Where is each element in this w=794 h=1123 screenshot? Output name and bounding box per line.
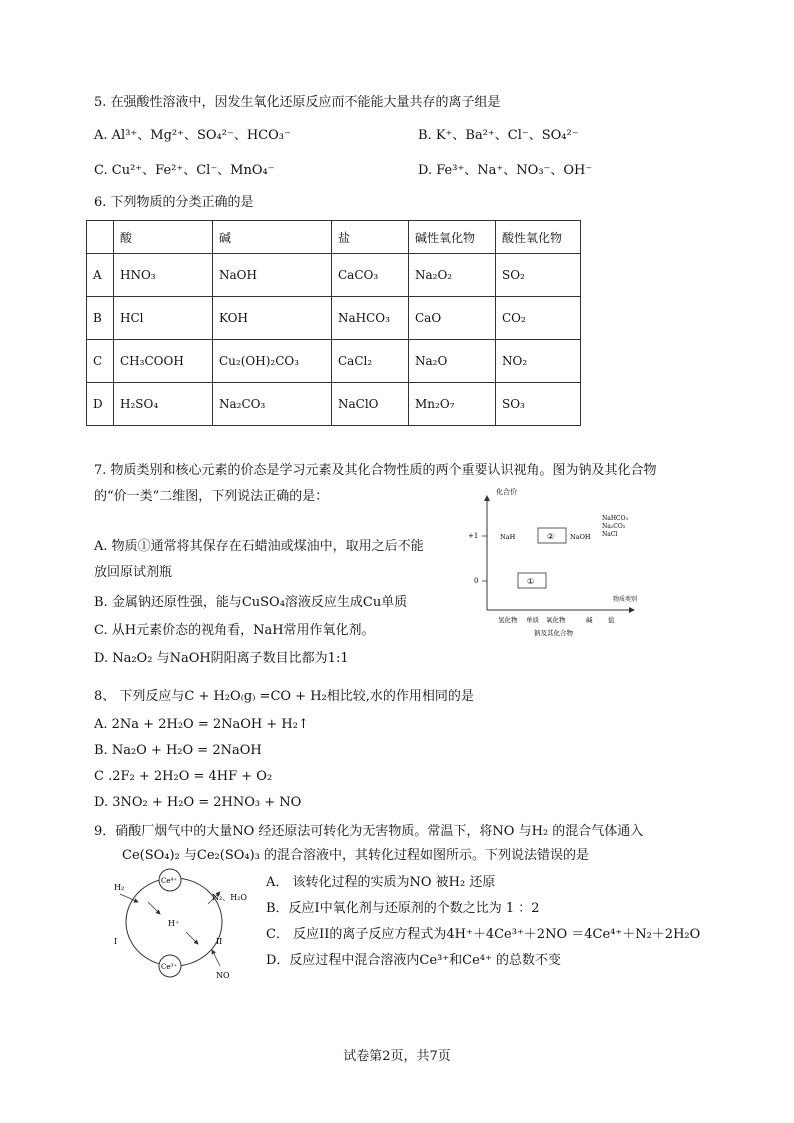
table-cell: CaCO₃	[332, 254, 409, 297]
table-cell: A	[87, 254, 114, 297]
table-cell: SO₂	[496, 254, 581, 297]
q9-option-d: D．反应过程中混合溶液内Ce³⁺和Ce⁴⁺ 的总数不变	[266, 953, 561, 968]
table-cell: NaClO	[332, 383, 409, 426]
q7-option-a-line1: A. 物质①通常将其保存在石蜡油或煤油中，取用之后不能	[94, 539, 424, 554]
q7-option-b: B. 金属钠还原性强，能与CuSO₄溶液反应生成Cu单质	[94, 595, 408, 610]
n2-h2o-label: N₂、H₂O	[212, 893, 247, 902]
chart-point-salt: Na₂CO₃	[602, 523, 626, 530]
y-tick-label: 0	[474, 577, 479, 585]
inner-arrow	[148, 902, 160, 914]
table-cell: CaCl₂	[332, 340, 409, 383]
q8-option-d: D. 3NO₂ + H₂O = 2HNO₃ + NO	[94, 795, 302, 810]
table-cell: NaOH	[213, 254, 332, 297]
cerium-cycle-diagram	[108, 866, 260, 982]
table-row	[87, 297, 581, 340]
page-footer: 试卷第2页，共7页	[343, 1049, 451, 1064]
q5-stem: 5. 在强酸性溶液中，因发生氧化还原反应而不能能大量共存的离子组是	[94, 95, 501, 110]
table-cell: Na₂CO₃	[213, 383, 332, 426]
table-header-cell: 碱	[213, 221, 332, 254]
hplus-label: H⁺	[168, 919, 180, 928]
q7-stem-line1: 7. 物质类别和核心元素的价态是学习元素及其化合物性质的两个重要认识视角。图为钠及其化合物	[94, 463, 657, 478]
x-tick-label: 氢化物	[498, 616, 518, 624]
table-row	[87, 383, 581, 426]
q9-option-b: B．反应I中氧化剂与还原剂的个数之比为 1 ：2	[266, 901, 540, 916]
x-tick-label: 氧化物	[546, 616, 566, 624]
table-header-cell: 碱性氧化物	[409, 221, 496, 254]
q9-option-c: C． 反应II的离子反应方程式为4H⁺＋4Ce³⁺＋2NO ＝4Ce⁴⁺＋N₂＋2H₂O	[266, 927, 701, 942]
h2-input-label: H₂	[114, 883, 125, 892]
table-header-cell: 酸性氧化物	[496, 221, 581, 254]
table-header-cell	[87, 221, 114, 254]
chart-caption: 钠及其化合物	[534, 629, 573, 637]
inner-arrow	[186, 932, 198, 944]
table-cell: Na₂O₂	[409, 254, 496, 297]
q8-option-b: B. Na₂O + H₂O = 2NaOH	[94, 743, 262, 758]
table-header-row	[87, 221, 581, 254]
no-arrow	[212, 950, 220, 966]
q7-option-a-line2: 放回原试剂瓶	[94, 565, 173, 580]
q8-option-c: C .2F₂ + 2H₂O = 4HF + O₂	[94, 769, 273, 784]
table-row	[87, 340, 581, 383]
reaction-1-label: I	[114, 937, 118, 946]
table-cell: CO₂	[496, 297, 581, 340]
chart-box-2-label: ②	[547, 532, 555, 541]
table-row	[87, 254, 581, 297]
x-axis-title: 物质类别	[612, 596, 637, 603]
q5-option-a: A. Al³⁺、Mg²⁺、SO₄²⁻、HCO₃⁻	[94, 128, 291, 143]
q7-option-d: D. Na₂O₂ 与NaOH阴阳离子数目比都为1:1	[94, 651, 349, 666]
q9-stem-line2: Ce(SO₄)₂ 与Ce₂(SO₄)₃ 的混合溶液中，其转化过程如图所示。下列说法错误的是	[122, 848, 590, 863]
q5-option-c: C. Cu²⁺、Fe²⁺、Cl⁻、MnO₄⁻	[94, 163, 275, 178]
q8-option-a: A. 2Na + 2H₂O = 2NaOH + H₂↑	[94, 717, 309, 732]
table-cell: C	[87, 340, 114, 383]
x-tick-label: 单质	[526, 616, 539, 624]
chart-point-salt: NaHCO₃	[602, 515, 628, 522]
chart-point-salt: NaCl	[602, 531, 618, 538]
table-cell: Na₂O	[409, 340, 496, 383]
classification-table	[86, 220, 581, 426]
table-cell: CH₃COOH	[114, 340, 213, 383]
ce3-label: Ce³⁺	[161, 963, 177, 971]
table-cell: H₂SO₄	[114, 383, 213, 426]
table-header-cell: 酸	[114, 221, 213, 254]
table-cell: Cu₂(OH)₂CO₃	[213, 340, 332, 383]
table-cell: Mn₂O₇	[409, 383, 496, 426]
table-cell: HNO₃	[114, 254, 213, 297]
q9-option-a: A． 该转化过程的实质为NO 被H₂ 还原	[266, 875, 496, 890]
q7-stem-line2: 的“价一类”二维图，下列说法正确的是：	[94, 489, 329, 504]
chart-box-1-label: ①	[527, 577, 535, 586]
chart-point-naoh: NaOH	[570, 533, 591, 541]
table-cell: SO₃	[496, 383, 581, 426]
table-cell: HCl	[114, 297, 213, 340]
q7-option-c: C. 从H元素价态的视角看，NaH常用作氧化剂。	[94, 623, 375, 638]
no-input-label: NO	[216, 971, 230, 980]
table-cell: NaHCO₃	[332, 297, 409, 340]
x-tick-label: 碱	[586, 616, 593, 624]
table-cell: NO₂	[496, 340, 581, 383]
reaction-2-label: II	[216, 937, 223, 946]
table-cell: B	[87, 297, 114, 340]
y-axis-title: 化合价	[496, 488, 517, 496]
valence-class-chart	[462, 482, 642, 642]
table-cell: CaO	[409, 297, 496, 340]
q8-stem: 8、 下列反应与C + H₂O₍g₎ =CO + H₂相比较,水的作用相同的是	[94, 689, 474, 704]
y-tick-label: +1	[468, 532, 479, 540]
q6-stem: 6. 下列物质的分类正确的是	[94, 195, 254, 210]
q5-option-d: D. Fe³⁺、Na⁺、NO₃⁻、OH⁻	[418, 163, 593, 178]
x-tick-label: 盐	[608, 616, 615, 624]
chart-point-nah: NaH	[500, 533, 516, 541]
table-cell: D	[87, 383, 114, 426]
ce4-label: Ce⁴⁺	[161, 877, 177, 885]
q9-stem-line1: 9．硝酸厂烟气中的大量NO 经还原法可转化为无害物质。常温下，将NO 与H₂ 的混合气体通入	[94, 824, 644, 839]
table-cell: KOH	[213, 297, 332, 340]
table-header-cell: 盐	[332, 221, 409, 254]
q5-option-b: B. K⁺、Ba²⁺、Cl⁻、SO₄²⁻	[418, 128, 579, 143]
